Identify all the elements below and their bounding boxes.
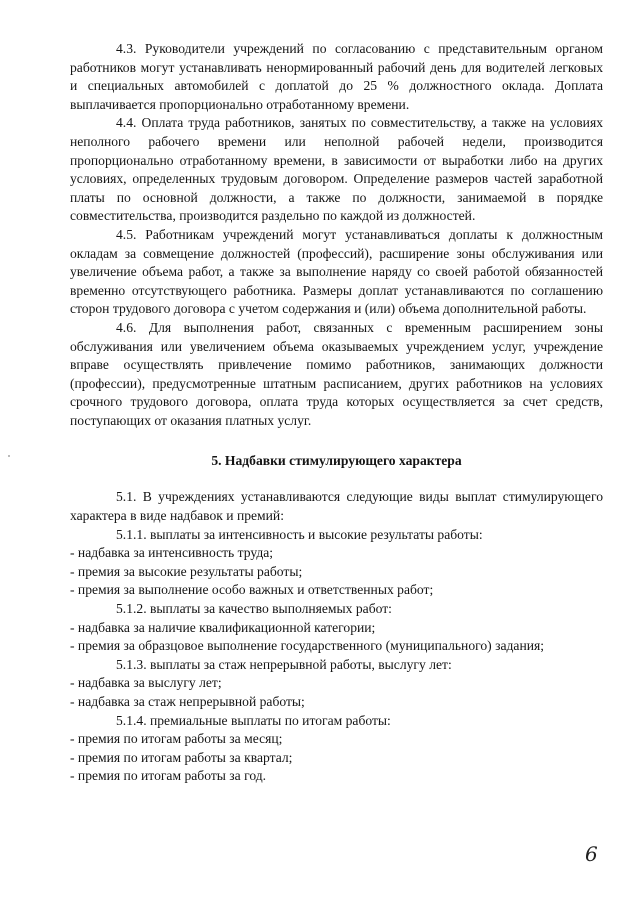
list-item: - премия за образцовое выполнение государственного (муниципального) задания;	[70, 638, 545, 654]
list-item: 5.1.1. выплаты за интенсивность и высокие результаты работы:	[116, 526, 483, 542]
document-page	[70, 40, 603, 786]
list-item: 5.1.4. премиальные выплаты по итогам работы:	[116, 712, 391, 728]
page-number: 6	[585, 842, 598, 866]
list-item: 5.1.2. выплаты за качество выполняемых работ:	[116, 601, 392, 617]
paragraph-5-1: 5.1. В учреждениях устанавливаются следующие виды выплат стимулирующего характера в виде надбавок и премий:	[70, 489, 603, 524]
paragraph-4-3: 4.3. Руководители учреждений по согласованию с представительным органом работников могут устанавливать ненормированный рабочий день для водителей легковых и специальных автомобилей с доплатой до 25 % должностного оклада. Доплата выплачивается пропорционально отработанному времени.	[70, 41, 603, 112]
list-item: - премия по итогам работы за год.	[70, 768, 267, 784]
list-item: - премия за выполнение особо важных и ответственных работ;	[70, 582, 434, 598]
list-item: - премия по итогам работы за квартал;	[70, 749, 293, 765]
list-item: - надбавка за выслугу лет;	[70, 675, 222, 691]
paragraph-4-6: 4.6. Для выполнения работ, связанных с временным расширением зоны обслуживания или увеличением объема оказываемых учреждением услуг, учреждение вправе осуществлять привлечение помимо работников, занимающих должности (профессии), предусмотренные штатным расписанием, других работников на условиях срочного трудового договора, оплата труда которых осуществляется за счет средств, поступающих от оказания платных услуг.	[70, 319, 603, 428]
section-title: 5. Надбавки стимулирующего характера	[211, 453, 462, 469]
list-item: - надбавка за стаж непрерывной работы;	[70, 694, 305, 709]
list-item: - надбавка за интенсивность труда;	[70, 545, 274, 561]
paragraph-4-4: 4.4. Оплата труда работников, занятых по совместительству, а также на условиях неполного рабочего времени или неполной рабочей недели, производится пропорционально отработанному времени, в зависимости от выработки либо на других условиях, определенных трудовым договором. Определение размеров частей заработной платы по основной должности, а также по должности, занимаемой в порядке совместительства, производится раздельно по каждой из должностей.	[70, 115, 603, 224]
list-item: 5.1.3. выплаты за стаж непрерывной работы, выслугу лет:	[116, 656, 452, 672]
list-item: - премия за высокие результаты работы;	[70, 563, 303, 579]
scan-speck	[8, 455, 10, 457]
paragraph-4-5: 4.5. Работникам учреждений могут устанавливаться доплаты к должностным окладам за совмещение должностей (профессий), расширение зоны обслуживания или увеличение объема работ, а также за выполнение наряду со своей работой обязанностей временно отсутствующего работника. Размеры доплат устанавливаются по соглашению сторон трудового договора с учетом содержания и (или) объема дополнительной работы.	[70, 226, 603, 317]
list-item: - премия по итогам работы за месяц;	[70, 731, 283, 747]
list-item: - надбавка за наличие квалификационной категории;	[70, 619, 376, 635]
